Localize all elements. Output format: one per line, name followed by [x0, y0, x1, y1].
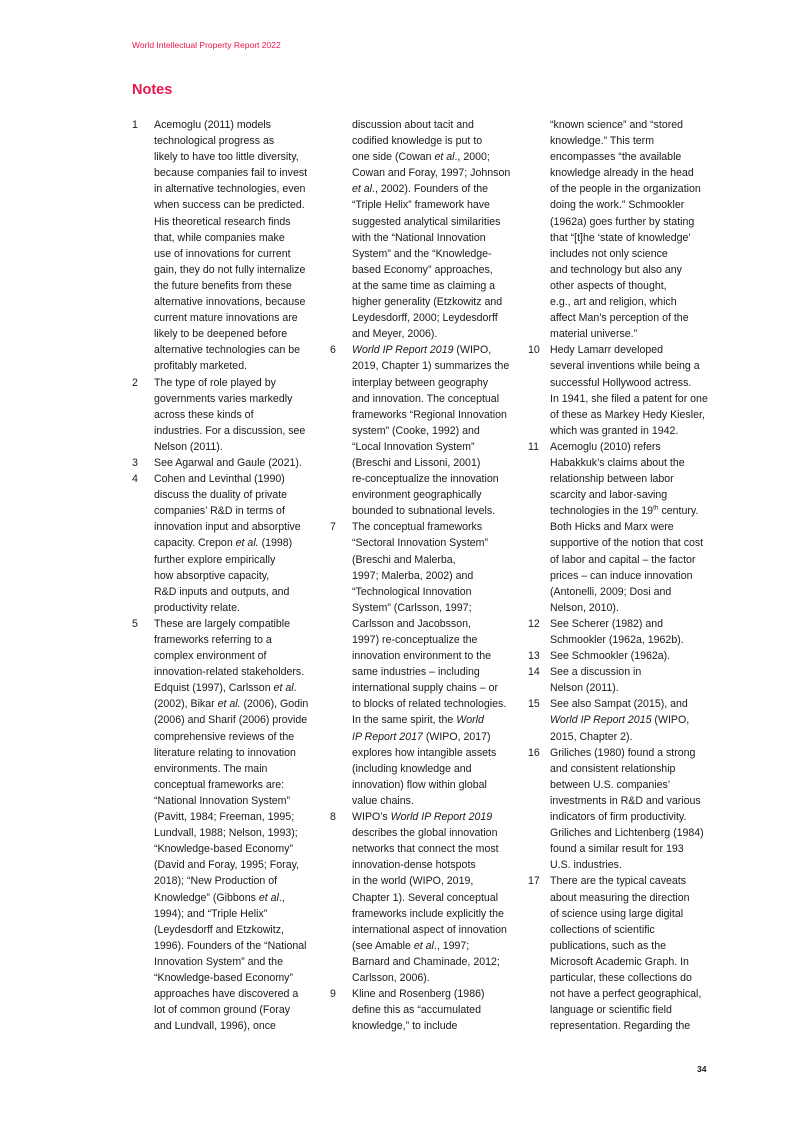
note-line: supportive of the notion that cost [550, 537, 704, 550]
note-16 [528, 745, 713, 874]
note-line: 1997) re-conceptualize the [352, 634, 478, 646]
note-line [352, 149, 515, 165]
note-line: (2006) and Sharif (2006) provide [154, 714, 308, 727]
note-line: likely to have too little diversity, [154, 151, 299, 164]
note-number: 11 [528, 440, 539, 453]
note-line: material universe.” [550, 328, 638, 341]
note-line: (including knowledge and [352, 762, 472, 775]
note-text [154, 455, 314, 471]
note-15 [528, 696, 713, 744]
note-line [154, 680, 314, 696]
italic-run: IP Report 2017 [352, 730, 423, 743]
note-line: bounded to subnational levels. [352, 505, 496, 518]
note-line: and innovation. The conceptual [352, 392, 500, 405]
text-run: ., 1997; [433, 939, 470, 952]
note-line: innovation input and absorptive [154, 521, 301, 534]
note-line: See Agarwal and Gaule (2021). [154, 456, 302, 469]
note-line: collections of scientific [550, 923, 655, 936]
note-line: 1997; Malerba, 2002) and [352, 569, 474, 582]
note-number: 1 [132, 119, 138, 131]
note-line: “Knowledge-based Economy” [154, 971, 293, 984]
italic-run: World IP Report 2019 [390, 811, 493, 824]
note-number: 9 [330, 988, 336, 1001]
note-line: See Scherer (1982) and [550, 617, 664, 630]
text-run: WIPO’s [352, 811, 391, 824]
note-line: comprehensive reviews of the [154, 730, 295, 743]
note-line: frameworks referring to a [154, 634, 272, 646]
note-14 [528, 664, 713, 696]
italic-run: World IP Report 2015 [550, 714, 652, 727]
note-line [154, 890, 314, 906]
italic-run: et al [413, 939, 434, 952]
text-run: (WIPO, [453, 344, 492, 357]
italic-run: et al [273, 682, 294, 695]
note-line: value chains. [352, 794, 414, 807]
note-line: Nelson (2011). [154, 440, 223, 453]
note-line: Chapter 1). Several conceptual [352, 891, 499, 904]
superscript: th [653, 504, 659, 512]
note-line: “Technological Innovation [352, 585, 472, 598]
note-line: prices – can induce innovation [550, 569, 693, 582]
note-line [550, 503, 713, 519]
note-line: define this as “accumulated [352, 1004, 481, 1017]
note-line: which was granted in 1942. [550, 424, 679, 437]
note-line: that, while companies make [154, 231, 285, 244]
note-line: These are largely compatible [154, 617, 291, 630]
note-text [352, 986, 515, 1034]
note-line: based Economy” approaches, [352, 263, 493, 276]
note-11 [528, 439, 713, 616]
note-8 [330, 809, 515, 986]
note-line: complex environment of [154, 650, 267, 663]
note-line: system” (Cooke, 1992) and [352, 424, 480, 437]
note-line: System” (Carlsson, 1997; [352, 601, 472, 614]
note-line: knowledge,” to include [352, 1020, 458, 1033]
note-line: because companies fail to invest [154, 167, 308, 180]
note-line: found a similar result for 193 [550, 843, 684, 856]
note-line: (Breschi and Lissoni, 2001) [352, 456, 481, 469]
text-run: In the same spirit, the [352, 714, 457, 727]
italic-run: et al [352, 183, 373, 196]
note-line: knowledge already in the head [550, 167, 694, 180]
note-line: (Leydesdorff and Etzkowitz, [154, 923, 284, 936]
italic-run: et al. [217, 698, 241, 711]
note-line: scarcity and labor-saving [550, 489, 668, 502]
italic-run: et al [258, 891, 279, 904]
note-line: innovation-related stakeholders. [154, 666, 305, 679]
page-number: 34 [697, 1064, 707, 1074]
note-line: Cowan and Foray, 1997; Johnson [352, 167, 511, 180]
note-line: Carlsson and Jacobsson, [352, 617, 471, 630]
note-line: publications, such as the [550, 939, 667, 952]
note-text [550, 664, 713, 696]
note-line: See also Sampat (2015), and [550, 698, 688, 711]
note-line: approaches have discovered a [154, 988, 299, 1001]
text-run: . [293, 682, 297, 695]
note-text [154, 117, 314, 375]
note-line: Griliches (1980) found a strong [550, 746, 696, 759]
note-line: Schmookler (1962a, 1962b). [550, 634, 684, 646]
note-line: governments varies markedly [154, 392, 293, 405]
note-text [550, 696, 713, 744]
note-line: of labor and capital – the factor [550, 553, 696, 566]
note-line: (Breschi and Malerba, [352, 553, 456, 566]
note-line: includes not only science [550, 247, 668, 260]
text-run: ., 2002). Founders of the [372, 183, 489, 196]
note-line: when success can be predicted. [154, 199, 305, 212]
note-line: “Local Innovation System” [352, 440, 475, 453]
note-text [154, 616, 314, 1034]
note-17 [528, 873, 713, 1034]
note-line: innovation-dense hotspots [352, 859, 476, 872]
note-line: Both Hicks and Marx were [550, 521, 674, 534]
note-text [352, 809, 515, 986]
text-run: century. [658, 505, 699, 518]
note-line: R&D inputs and outputs, and [154, 585, 290, 598]
note-10 [528, 342, 713, 439]
note-number: 5 [132, 617, 138, 630]
note-line: profitably marketed. [154, 360, 248, 373]
note-line: of science using large digital [550, 907, 684, 920]
note-text [550, 745, 713, 874]
note-text [352, 342, 515, 519]
note-line: in alternative technologies, even [154, 183, 306, 196]
note-number: 7 [330, 521, 336, 534]
note-line: alternative innovations, because [154, 296, 306, 309]
note-line: to blocks of related technologies. [352, 698, 507, 711]
note-line: gain, they do not fully internalize [154, 263, 306, 276]
note-9-continued [528, 117, 713, 342]
note-line: across these kinds of [154, 408, 254, 421]
note-line: 1996). Founders of the “National [154, 939, 307, 952]
note-line: Nelson (2011). [550, 682, 619, 695]
italic-run: World IP Report 2019 [352, 344, 454, 357]
note-line: Lundvall, 1988; Nelson, 1993); [154, 827, 298, 840]
text-run: capacity. Crepon [154, 537, 236, 550]
note-2 [132, 375, 314, 455]
note-line: discuss the duality of private [154, 489, 288, 502]
note-text [550, 648, 713, 664]
note-line: conceptual frameworks are: [154, 778, 285, 791]
note-line: Leydesdorff, 2000; Leydesdorff [352, 312, 498, 325]
note-line: Carlsson, 2006). [352, 971, 430, 984]
note-line: of the people in the organization [550, 183, 701, 196]
notes-column-1 [132, 117, 314, 1034]
note-line: “Sectoral Innovation System” [352, 537, 489, 550]
note-line [550, 712, 713, 728]
note-line: “Knowledge-based Economy” [154, 843, 293, 856]
note-line: discussion about tacit and [352, 119, 474, 131]
note-6 [330, 342, 515, 519]
text-run: one side (Cowan [352, 151, 435, 164]
note-number: 10 [528, 344, 540, 357]
note-line: productivity relate. [154, 601, 240, 614]
note-line: suggested analytical similarities [352, 215, 501, 228]
note-line: affect Man’s perception of the [550, 312, 689, 325]
note-line: encompasses “the available [550, 151, 682, 164]
note-line: networks that connect the most [352, 843, 499, 856]
text-run: (2006), Godin [240, 698, 309, 711]
note-line: There are the typical caveats [550, 875, 687, 888]
note-line: innovation) flow within global [352, 778, 487, 791]
text-run: (1998) [258, 537, 293, 550]
note-line: international supply chains – or [352, 682, 499, 695]
note-line: interplay between geography [352, 376, 489, 389]
note-line: codified knowledge is put to [352, 135, 483, 148]
running-header: World Intellectual Property Report 2022 [132, 40, 281, 50]
note-line: that “[t]he ‘state of knowledge’ [550, 231, 691, 244]
note-number: 8 [330, 811, 336, 824]
note-line: Acemoglu (2010) refers [550, 440, 661, 453]
italic-run: et al [434, 151, 455, 164]
note-text [550, 616, 713, 648]
note-line [154, 696, 314, 712]
note-line: Acemoglu (2011) models [154, 119, 271, 131]
note-7 [330, 519, 515, 809]
note-line: doing the work.” Schmookler [550, 199, 685, 212]
note-line: 1994); and “Triple Helix” [154, 907, 268, 920]
note-line: literature relating to innovation [154, 746, 296, 759]
notes-column-2 [330, 117, 515, 1034]
note-line: environment geographically [352, 489, 482, 502]
note-line [352, 342, 515, 358]
note-number: 12 [528, 617, 540, 630]
note-5 [132, 616, 314, 1034]
note-line: re-conceptualize the innovation [352, 473, 499, 486]
note-line: current mature innovations are [154, 312, 298, 325]
text-run: Edquist (1997), Carlsson [154, 682, 274, 695]
note-line: Hedy Lamarr developed [550, 344, 664, 357]
note-line: and technology but also any [550, 263, 682, 276]
note-3 [132, 455, 314, 471]
note-number: 3 [132, 456, 138, 469]
note-line: 2018); “New Production of [154, 875, 278, 888]
note-line: “Triple Helix” framework have [352, 199, 490, 212]
note-line: frameworks include explicitly the [352, 907, 504, 920]
text-run: (WIPO, [651, 714, 690, 727]
note-text [550, 873, 713, 1034]
note-number: 4 [132, 473, 138, 486]
note-line: technological progress as [154, 135, 275, 148]
note-line: of these as Markey Hedy Kiesler, [550, 408, 705, 421]
note-line [352, 809, 515, 825]
note-line: Innovation System” and the [154, 955, 283, 968]
note-line: 2015, Chapter 2). [550, 730, 633, 743]
text-run: ., 2000; [454, 151, 490, 164]
page-title: Notes [132, 82, 173, 98]
note-line: In 1941, she filed a patent for one [550, 392, 708, 405]
note-line: use of innovations for current [154, 247, 291, 260]
note-line: and consistent relationship [550, 762, 676, 775]
note-line: “known science” and “stored [550, 119, 684, 131]
italic-run: et al. [235, 537, 259, 550]
note-line: Cohen and Levinthal (1990) [154, 473, 285, 486]
note-line: The conceptual frameworks [352, 521, 483, 534]
note-line: (1962a) goes further by stating [550, 215, 695, 228]
note-line: Nelson, 2010). [550, 601, 619, 614]
note-line: about measuring the direction [550, 891, 690, 904]
note-1 [132, 117, 314, 375]
note-line: successful Hollywood actress. [550, 376, 692, 389]
note-line: 2019, Chapter 1) summarizes the [352, 360, 510, 373]
note-line: Habakkuk’s claims about the [550, 456, 685, 469]
note-line: knowledge.” This term [550, 135, 655, 148]
note-number: 17 [528, 875, 540, 888]
note-text [154, 471, 314, 616]
note-line: higher generality (Etzkowitz and [352, 296, 503, 309]
note-line: particular, these collections do [550, 971, 692, 984]
note-line: innovation environment to the [352, 650, 491, 663]
note-line: companies’ R&D in terms of [154, 505, 285, 518]
note-line [352, 181, 515, 197]
note-line [352, 712, 515, 728]
note-12 [528, 616, 713, 648]
note-line: environments. The main [154, 762, 268, 775]
note-9 [330, 986, 515, 1034]
note-line: Kline and Rosenberg (1986) [352, 988, 485, 1001]
note-line: alternative technologies can be [154, 344, 301, 357]
note-line: with the “National Innovation [352, 231, 486, 244]
note-line: describes the global innovation [352, 827, 498, 840]
note-line: further explore empirically [154, 553, 276, 566]
note-number: 15 [528, 698, 540, 711]
note-line: in the world (WIPO, 2019, [352, 875, 474, 888]
note-line: several inventions while being a [550, 360, 700, 373]
note-text [154, 375, 314, 455]
note-line: “National Innovation System” [154, 794, 291, 807]
note-line: not have a perfect geographical, [550, 988, 702, 1001]
note-line: same industries – including [352, 666, 480, 679]
text-run: (2002), Bikar [154, 698, 218, 711]
note-line: (Pavitt, 1984; Freeman, 1995; [154, 811, 295, 824]
note-line: Microsoft Academic Graph. In [550, 955, 689, 968]
note-line: the future benefits from these [154, 279, 292, 292]
note-line: other aspects of thought, [550, 279, 667, 292]
note-line [352, 729, 515, 745]
note-5-continued [330, 117, 515, 342]
note-line: Barnard and Chaminade, 2012; [352, 955, 500, 968]
note-line: System” and the “Knowledge- [352, 247, 492, 260]
note-line: investments in R&D and various [550, 794, 701, 807]
note-line: representation. Regarding the [550, 1020, 691, 1033]
note-line: frameworks “Regional Innovation [352, 408, 507, 421]
note-line: between U.S. companies’ [550, 778, 671, 791]
note-line: likely to be deepened before [154, 328, 288, 341]
note-line [352, 938, 515, 954]
note-line: (Antonelli, 2009; Dosi and [550, 585, 672, 598]
text-run: (WIPO, 2017) [422, 730, 491, 743]
note-line: See a discussion in [550, 666, 642, 679]
note-line: e.g., art and religion, which [550, 296, 677, 309]
text-run: (see Amable [352, 939, 414, 952]
note-line: The type of role played by [154, 376, 276, 389]
note-line: how absorptive capacity, [154, 569, 270, 582]
note-13 [528, 648, 713, 664]
note-line [154, 535, 314, 551]
note-text [550, 439, 713, 616]
text-run: technologies in the 19 [550, 505, 654, 518]
note-line: international aspect of innovation [352, 923, 507, 936]
note-number: 16 [528, 746, 540, 759]
note-text [550, 342, 713, 439]
notes-column-3 [528, 117, 713, 1034]
note-line: industries. For a discussion, see [154, 424, 306, 437]
note-number: 14 [528, 666, 540, 679]
note-line: U.S. industries. [550, 859, 622, 872]
note-line: (David and Foray, 1995; Foray, [154, 859, 300, 872]
note-line: Griliches and Lichtenberg (1984) [550, 827, 704, 840]
text-run: ., [278, 891, 285, 904]
note-line: See Schmookler (1962a). [550, 650, 671, 663]
note-line: language or scientific field [550, 1004, 672, 1017]
italic-run: World [456, 714, 484, 727]
note-number: 6 [330, 344, 336, 357]
note-line: His theoretical research finds [154, 215, 291, 228]
note-line: relationship between labor [550, 473, 674, 486]
note-line: at the same time as claiming a [352, 279, 496, 292]
note-line: and Lundvall, 1996), once [154, 1020, 276, 1033]
note-number: 2 [132, 376, 138, 389]
text-run: Knowledge” (Gibbons [154, 891, 259, 904]
note-line: and Meyer, 2006). [352, 328, 438, 341]
note-4 [132, 471, 314, 616]
note-line: explores how intangible assets [352, 746, 497, 759]
note-line: lot of common ground (Foray [154, 1004, 291, 1017]
note-line: indicators of firm productivity. [550, 811, 687, 824]
note-number: 13 [528, 650, 540, 663]
note-text [352, 519, 515, 809]
